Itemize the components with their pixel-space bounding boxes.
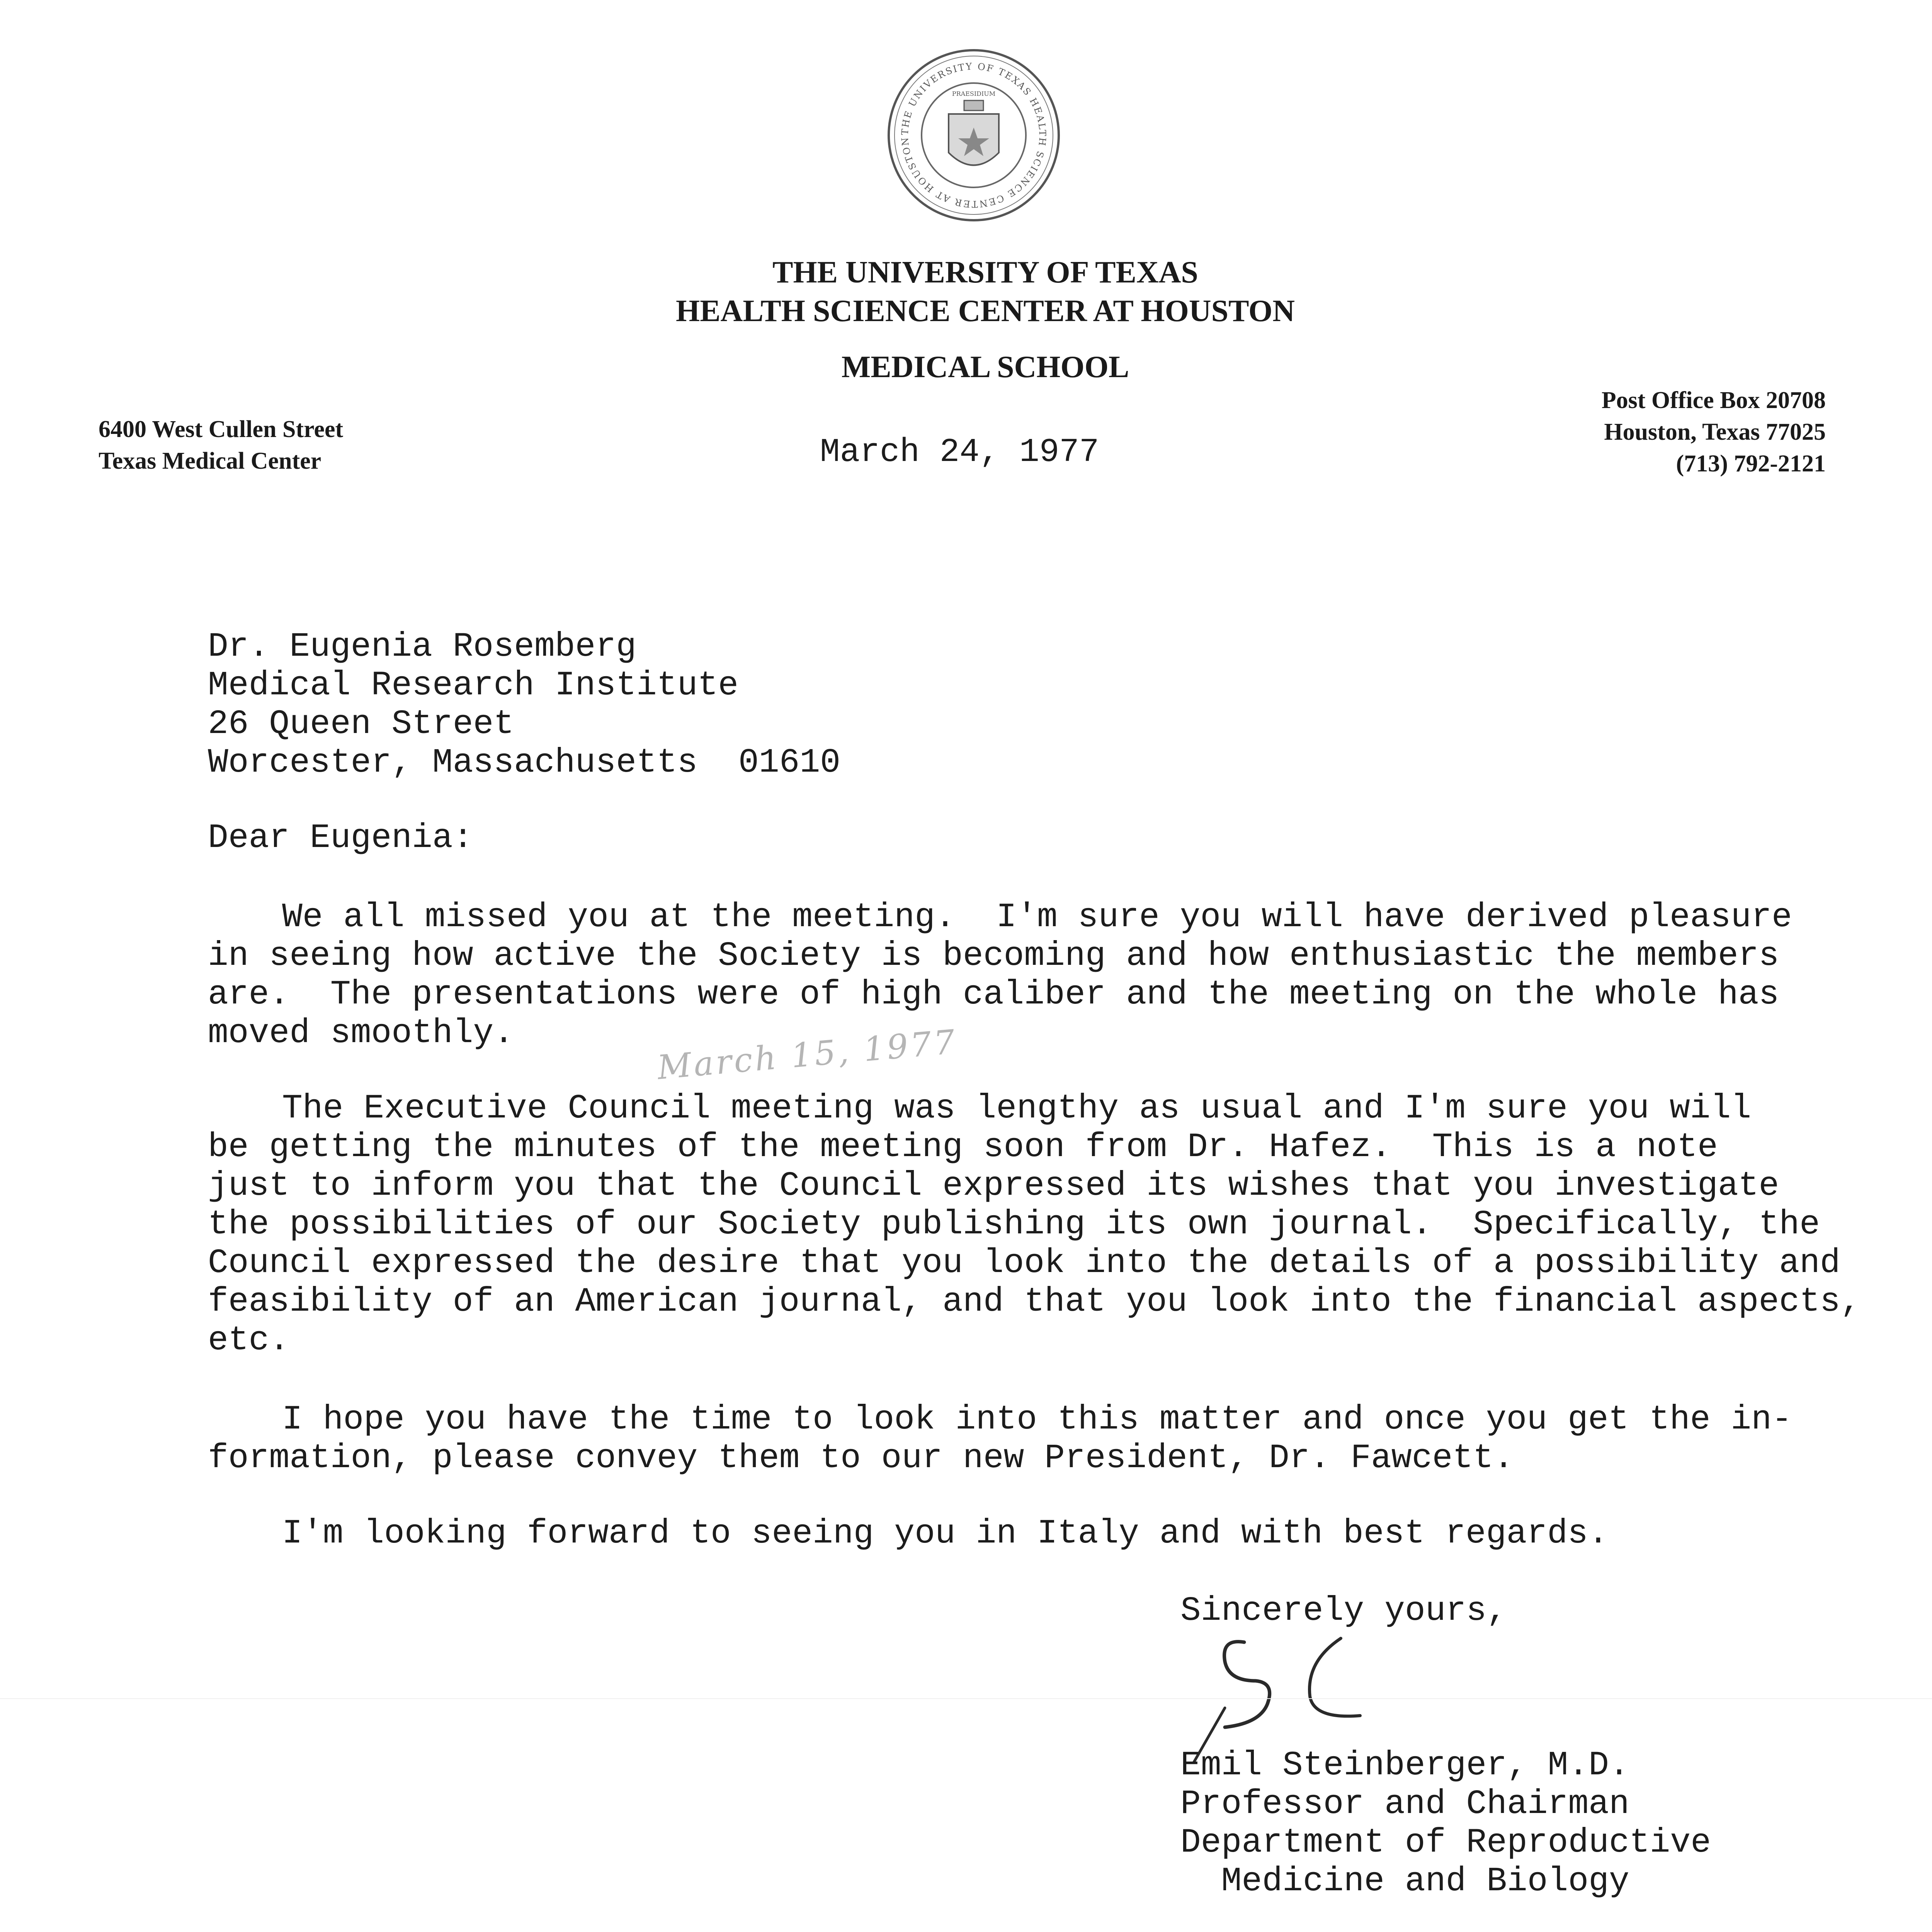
po-box: Post Office Box 20708 — [1601, 387, 1826, 413]
paragraph-2-line: just to inform you that the Council expressed its wishes that you investigate — [208, 1167, 1779, 1205]
paragraph-2-line: Council expressed the desire that you look into the details of a possibility and — [208, 1244, 1840, 1282]
paragraph-4: I'm looking forward to seeing you in Italy and with best regards. — [282, 1515, 1609, 1553]
paragraph-2-line: the possibilities of our Society publishing its own journal. Specifically, the — [208, 1206, 1820, 1244]
paragraph-2-line: etc. — [208, 1321, 290, 1360]
street-address: 6400 West Cullen Street — [99, 416, 344, 442]
recipient-organization: Medical Research Institute — [208, 667, 739, 705]
paragraph-1-line: in seeing how active the Society is becoming and how enthusiastic the members — [208, 937, 1779, 975]
salutation: Dear Eugenia: — [208, 819, 473, 857]
svg-text:THE UNIVERSITY OF TEXAS HEALTH: THE UNIVERSITY OF TEXAS HEALTH SCIENCE CENTER AT HOUSTON — [899, 61, 1048, 210]
paragraph-2-line: The Executive Council meeting was lengthy as usual and I'm sure you will — [282, 1090, 1752, 1128]
signer-department: Department of Reproductive — [1180, 1824, 1711, 1862]
recipient-city: Worcester, Massachusetts 01610 — [208, 744, 841, 782]
signer-title: Professor and Chairman — [1180, 1785, 1629, 1823]
recipient-street: 26 Queen Street — [208, 705, 514, 743]
recipient-name: Dr. Eugenia Rosemberg — [208, 628, 636, 666]
signer-department-cont: Medicine and Biology — [1180, 1862, 1629, 1901]
paragraph-1-line: moved smoothly. — [208, 1014, 514, 1053]
phone-number: (713) 792-2121 — [1676, 451, 1826, 477]
paragraph-2-line: feasibility of an American journal, and that you look into the financial aspects, — [208, 1283, 1861, 1321]
paragraph-2-line: be getting the minutes of the meeting soon from Dr. Hafez. This is a note — [208, 1128, 1718, 1167]
letter-date: March 24, 1977 — [820, 433, 1099, 471]
school-name: MEDICAL SCHOOL — [841, 350, 1129, 384]
institution-name-line2: HEALTH SCIENCE CENTER AT HOUSTON — [676, 294, 1295, 328]
paragraph-1-line: We all missed you at the meeting. I'm sure you will have derived pleasure — [282, 898, 1792, 937]
paragraph-1-line: are. The presentations were of high caliber and the meeting on the whole has — [208, 976, 1779, 1014]
university-seal-icon — [885, 46, 1063, 224]
signer-name: Emil Steinberger, M.D. — [1180, 1747, 1629, 1785]
handwritten-date-note: March 15, 1977 — [656, 1022, 959, 1087]
closing: Sincerely yours, — [1180, 1592, 1507, 1630]
svg-text:PRAESIDIUM: PRAESIDIUM — [952, 90, 996, 97]
paragraph-3-line: I hope you have the time to look into this matter and once you get the in- — [282, 1401, 1792, 1439]
campus-address: Texas Medical Center — [99, 448, 321, 474]
paragraph-3-line: formation, please convey them to our new President, Dr. Fawcett. — [208, 1439, 1514, 1478]
city-state-zip: Houston, Texas 77025 — [1604, 419, 1826, 445]
paper-fold-line — [0, 1698, 1932, 1699]
institution-name-line1: THE UNIVERSITY OF TEXAS — [772, 255, 1198, 289]
